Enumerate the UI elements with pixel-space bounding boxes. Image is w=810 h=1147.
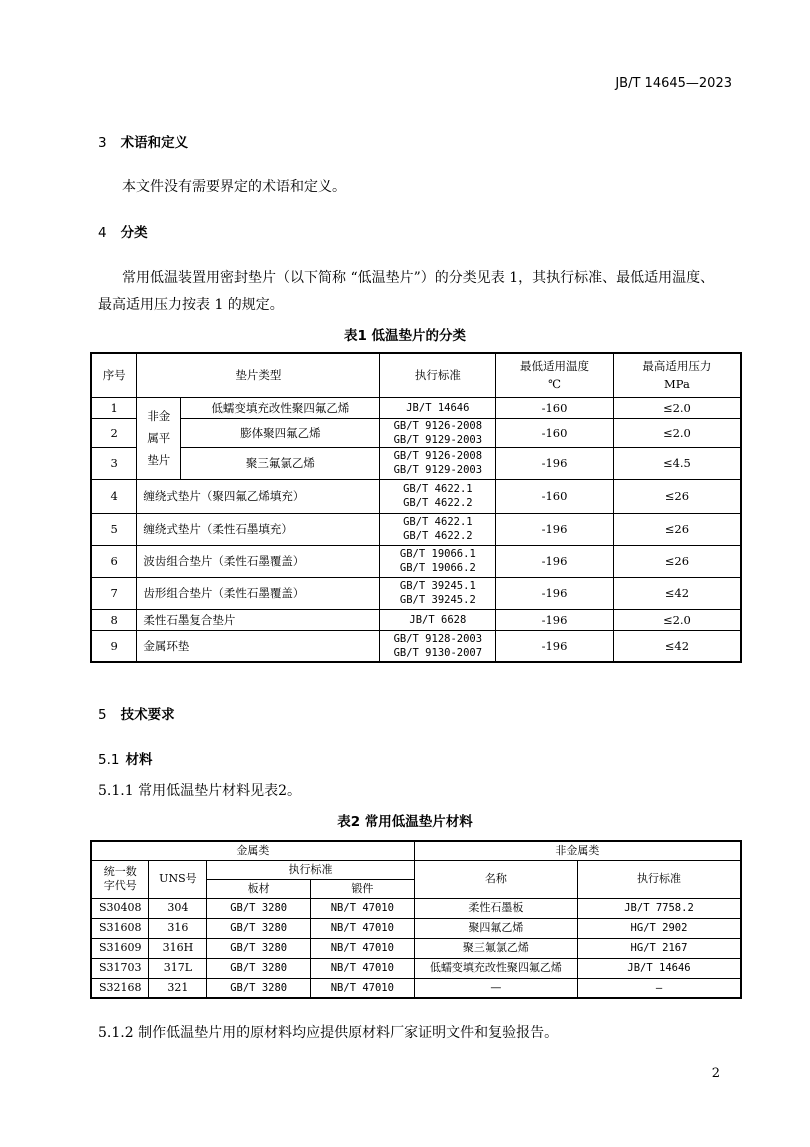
cell-seq: 8 bbox=[91, 609, 137, 630]
cell-uns: 317L bbox=[149, 958, 207, 978]
cell-material-name: 聚四氟乙烯 bbox=[414, 918, 577, 938]
header-min-temp: 最低适用温度 ℃ bbox=[496, 353, 614, 397]
table-2-header-row-2 bbox=[91, 860, 741, 879]
paragraph-5-1-1: 5.1.1 常用低温垫片材料见表2。 bbox=[98, 783, 301, 799]
table-row bbox=[91, 609, 741, 630]
cell-type: 金属环垫 bbox=[137, 630, 380, 662]
header-metal: 金属类 bbox=[91, 841, 414, 860]
header-nonmetal-standard: 执行标准 bbox=[578, 860, 741, 898]
cell-seq: 2 bbox=[91, 418, 137, 447]
cell-seq: 9 bbox=[91, 630, 137, 662]
cell-max-pressure: ≤2.0 bbox=[613, 397, 741, 418]
cell-type: 膨体聚四氟乙烯 bbox=[181, 418, 380, 447]
cell-standard: GB/T 9126-2008 GB/T 9129-2003 bbox=[380, 447, 496, 479]
cell-min-temp: -196 bbox=[496, 630, 614, 662]
cell-min-temp: -196 bbox=[496, 447, 614, 479]
section-4-body-line-2: 最高适用压力按表 1 的规定。 bbox=[98, 297, 284, 313]
table-row bbox=[91, 630, 741, 662]
table-row bbox=[91, 938, 741, 958]
section-4-heading: 4 分类 bbox=[98, 225, 148, 241]
cell-standard: JB/T 14646 bbox=[380, 397, 496, 418]
table-2-header-row-1 bbox=[91, 841, 741, 860]
cell-forging-standard: NB/T 47010 bbox=[311, 898, 415, 918]
cell-material-standard: HG/T 2902 bbox=[578, 918, 741, 938]
section-3-heading: 3 术语和定义 bbox=[98, 135, 189, 151]
header-max-pressure: 最高适用压力 MPa bbox=[613, 353, 741, 397]
table-2-caption: 表2 常用低温垫片材料 bbox=[337, 814, 473, 830]
header-forging: 锻件 bbox=[311, 879, 415, 898]
cell-type: 聚三氟氯乙烯 bbox=[181, 447, 380, 479]
cell-code: S30408 bbox=[91, 898, 149, 918]
cell-min-temp: -160 bbox=[496, 418, 614, 447]
table-row bbox=[91, 918, 741, 938]
cell-material-name: — bbox=[414, 978, 577, 998]
cell-uns: 316 bbox=[149, 918, 207, 938]
table-row bbox=[91, 978, 741, 998]
section-5-1-heading: 5.1 材料 bbox=[98, 752, 153, 768]
header-plate: 板材 bbox=[207, 879, 311, 898]
cell-material-standard: — bbox=[578, 978, 741, 998]
cell-code: S32168 bbox=[91, 978, 149, 998]
cell-type: 齿形组合垫片（柔性石墨覆盖） bbox=[137, 577, 380, 609]
cell-standard: GB/T 9128-2003 GB/T 9130-2007 bbox=[380, 630, 496, 662]
cell-seq: 6 bbox=[91, 545, 137, 577]
table-1-caption: 表1 低温垫片的分类 bbox=[343, 328, 467, 344]
cell-uns: 316H bbox=[149, 938, 207, 958]
cell-group-nonmetal-flat: 非金 属平 垫片 bbox=[137, 397, 181, 479]
cell-uns: 304 bbox=[149, 898, 207, 918]
cell-material-standard: JB/T 7758.2 bbox=[578, 898, 741, 918]
cell-plate-standard: GB/T 3280 bbox=[207, 958, 311, 978]
cell-seq: 5 bbox=[91, 513, 137, 545]
table-1-gasket-classification bbox=[90, 352, 742, 663]
table-row bbox=[91, 513, 741, 545]
table-row bbox=[91, 418, 741, 447]
table-1-header-row bbox=[91, 353, 741, 397]
cell-type: 波齿组合垫片（柔性石墨覆盖） bbox=[137, 545, 380, 577]
cell-standard: GB/T 4622.1 GB/T 4622.2 bbox=[380, 479, 496, 513]
header-name: 名称 bbox=[414, 860, 577, 898]
cell-max-pressure: ≤26 bbox=[613, 513, 741, 545]
cell-code: S31609 bbox=[91, 938, 149, 958]
cell-max-pressure: ≤26 bbox=[613, 479, 741, 513]
cell-plate-standard: GB/T 3280 bbox=[207, 918, 311, 938]
header-metal-standard: 执行标准 bbox=[207, 860, 414, 879]
cell-seq: 3 bbox=[91, 447, 137, 479]
cell-material-name: 低蠕变填充改性聚四氟乙烯 bbox=[414, 958, 577, 978]
header-nonmetal: 非金属类 bbox=[414, 841, 741, 860]
cell-code: S31608 bbox=[91, 918, 149, 938]
cell-min-temp: -160 bbox=[496, 397, 614, 418]
cell-max-pressure: ≤2.0 bbox=[613, 418, 741, 447]
cell-type: 缠绕式垫片（聚四氟乙烯填充） bbox=[137, 479, 380, 513]
document-number: JB/T 14645—2023 bbox=[615, 76, 732, 91]
table-2-gasket-materials bbox=[90, 840, 742, 999]
table-row bbox=[91, 545, 741, 577]
header-seq: 序号 bbox=[91, 353, 137, 397]
section-5-heading: 5 技术要求 bbox=[98, 707, 175, 723]
header-type: 垫片类型 bbox=[137, 353, 380, 397]
cell-forging-standard: NB/T 47010 bbox=[311, 918, 415, 938]
table-row bbox=[91, 577, 741, 609]
table-row bbox=[91, 447, 741, 479]
cell-forging-standard: NB/T 47010 bbox=[311, 978, 415, 998]
cell-code: S31703 bbox=[91, 958, 149, 978]
cell-type: 低蠕变填充改性聚四氟乙烯 bbox=[181, 397, 380, 418]
header-uns: UNS号 bbox=[149, 860, 207, 898]
cell-min-temp: -160 bbox=[496, 479, 614, 513]
cell-plate-standard: GB/T 3280 bbox=[207, 978, 311, 998]
section-4-body-line-1: 常用低温装置用密封垫片（以下简称 “低温垫片”）的分类见表 1，其执行标准、最低适用温度、 bbox=[122, 270, 715, 286]
cell-standard: GB/T 9126-2008 GB/T 9129-2003 bbox=[380, 418, 496, 447]
cell-seq: 7 bbox=[91, 577, 137, 609]
cell-material-name: 柔性石墨板 bbox=[414, 898, 577, 918]
cell-material-standard: HG/T 2167 bbox=[578, 938, 741, 958]
cell-type: 缠绕式垫片（柔性石墨填充） bbox=[137, 513, 380, 545]
header-unified-code: 统一数 字代号 bbox=[91, 860, 149, 898]
cell-type: 柔性石墨复合垫片 bbox=[137, 609, 380, 630]
cell-min-temp: -196 bbox=[496, 609, 614, 630]
table-row bbox=[91, 958, 741, 978]
cell-min-temp: -196 bbox=[496, 513, 614, 545]
cell-standard: GB/T 39245.1 GB/T 39245.2 bbox=[380, 577, 496, 609]
cell-standard: JB/T 6628 bbox=[380, 609, 496, 630]
cell-standard: GB/T 19066.1 GB/T 19066.2 bbox=[380, 545, 496, 577]
cell-forging-standard: NB/T 47010 bbox=[311, 958, 415, 978]
cell-plate-standard: GB/T 3280 bbox=[207, 898, 311, 918]
cell-max-pressure: ≤42 bbox=[613, 577, 741, 609]
cell-uns: 321 bbox=[149, 978, 207, 998]
cell-material-standard: JB/T 14646 bbox=[578, 958, 741, 978]
paragraph-5-1-2: 5.1.2 制作低温垫片用的原材料均应提供原材料厂家证明文件和复验报告。 bbox=[98, 1025, 559, 1041]
cell-standard: GB/T 4622.1 GB/T 4622.2 bbox=[380, 513, 496, 545]
section-3-body: 本文件没有需要界定的术语和定义。 bbox=[122, 179, 346, 195]
cell-plate-standard: GB/T 3280 bbox=[207, 938, 311, 958]
cell-seq: 4 bbox=[91, 479, 137, 513]
cell-max-pressure: ≤2.0 bbox=[613, 609, 741, 630]
cell-seq: 1 bbox=[91, 397, 137, 418]
page-number: 2 bbox=[711, 1066, 720, 1081]
cell-min-temp: -196 bbox=[496, 545, 614, 577]
cell-max-pressure: ≤42 bbox=[613, 630, 741, 662]
table-row bbox=[91, 397, 741, 418]
cell-material-name: 聚三氟氯乙烯 bbox=[414, 938, 577, 958]
cell-max-pressure: ≤4.5 bbox=[613, 447, 741, 479]
cell-forging-standard: NB/T 47010 bbox=[311, 938, 415, 958]
cell-max-pressure: ≤26 bbox=[613, 545, 741, 577]
table-row bbox=[91, 479, 741, 513]
cell-min-temp: -196 bbox=[496, 577, 614, 609]
header-standard: 执行标准 bbox=[380, 353, 496, 397]
table-row bbox=[91, 898, 741, 918]
